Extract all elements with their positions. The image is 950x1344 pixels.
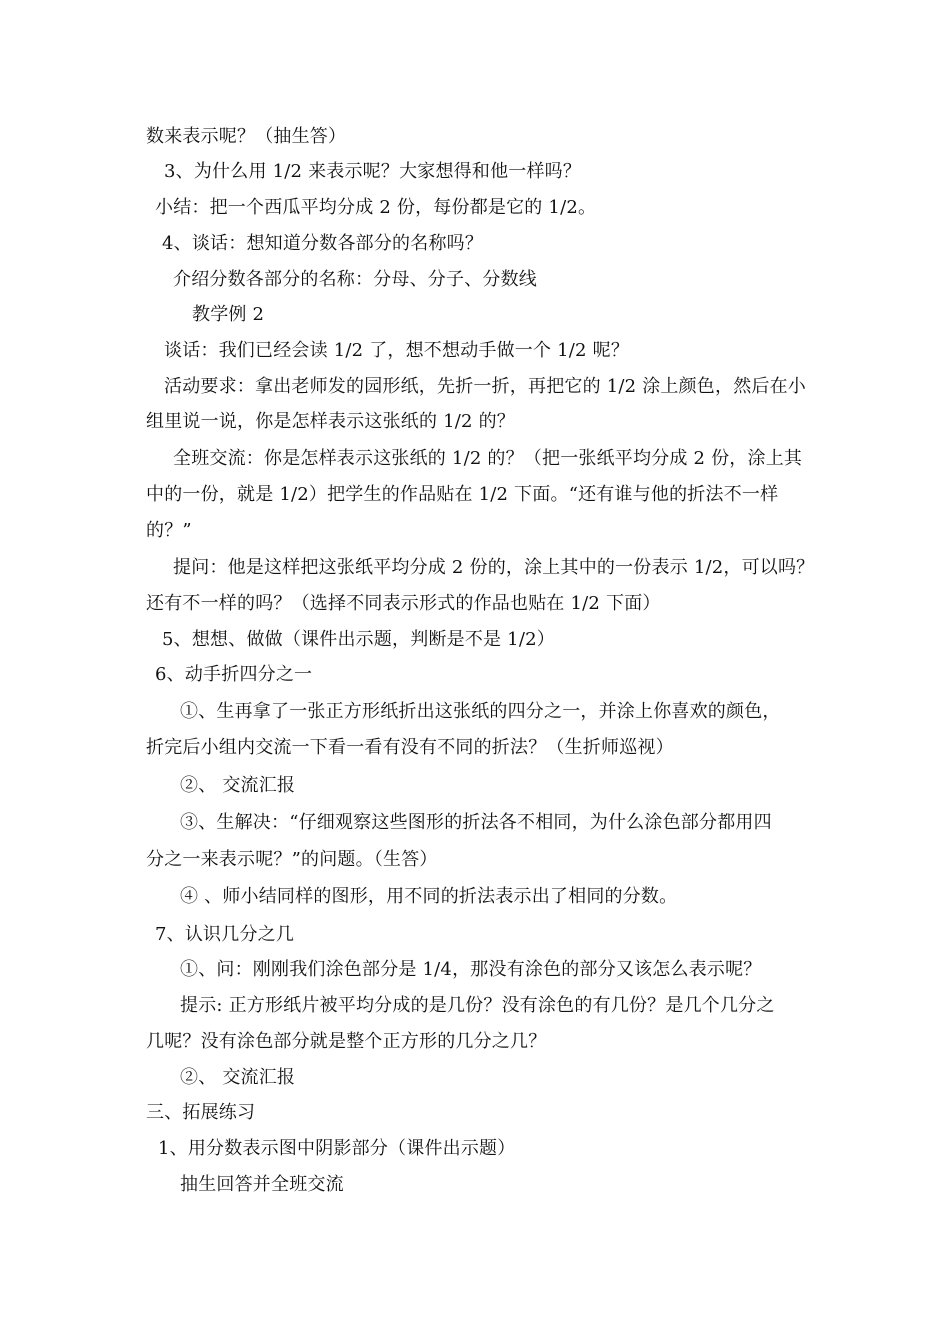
- text-line: 还有不一样的吗？（选择不同表示形式的作品也贴在 1/2 下面）: [146, 593, 661, 614]
- text-line: ①、生再拿了一张正方形纸折出这张纸的四分之一，并涂上你喜欢的颜色，: [180, 701, 781, 722]
- text-line: 抽生回答并全班交流: [180, 1174, 344, 1195]
- text-line: 7、认识几分之几: [155, 924, 295, 945]
- text-line: 数来表示呢？（抽生答）: [146, 126, 347, 147]
- text-line: ④ 、师小结同样的图形，用不同的折法表示出了相同的分数。: [180, 886, 678, 907]
- text-line: 5、想想、做做（课件出示题，判断是不是 1/2）: [162, 629, 555, 650]
- text-line: 几呢？没有涂色部分就是整个正方形的几分之几？: [146, 1031, 547, 1052]
- text-line: 介绍分数各部分的名称：分母、分子、分数线: [173, 269, 537, 290]
- text-line: 小结：把一个西瓜平均分成 2 份，每份都是它的 1/2。: [155, 197, 597, 218]
- text-line: 4、谈话：想知道分数各部分的名称吗？: [162, 233, 484, 254]
- text-line: 中的一份，就是 1/2）把学生的作品贴在 1/2 下面。“还有谁与他的折法不一样: [146, 484, 779, 505]
- text-line: 三、拓展练习: [146, 1102, 256, 1123]
- text-line: 提示: 正方形纸片被平均分成的是几份？没有涂色的有几份？是几个几分之: [180, 995, 775, 1016]
- text-line: 的？”: [146, 520, 192, 541]
- text-line: 3、为什么用 1/2 来表示呢？大家想得和他一样吗？: [164, 161, 582, 182]
- text-line: ③、生解决：“仔细观察这些图形的折法各不相同，为什么涂色部分都用四: [180, 812, 772, 833]
- text-line: 6、动手折四分之一: [155, 664, 313, 685]
- text-line: 组里说一说，你是怎样表示这张纸的 1/2 的？: [146, 411, 516, 432]
- text-line: 分之一来表示呢？”的问题。（生答）: [146, 849, 438, 870]
- text-line: 谈话：我们已经会读 1/2 了，想不想动手做一个 1/2 呢？: [164, 340, 630, 361]
- text-line: 教学例 2: [192, 304, 265, 325]
- text-line: 活动要求：拿出老师发的园形纸，先折一折，再把它的 1/2 涂上颜色，然后在小: [164, 376, 807, 397]
- text-line: ②、 交流汇报: [180, 775, 296, 796]
- text-line: 全班交流：你是怎样表示这张纸的 1/2 的？（把一张纸平均分成 2 份，涂上其: [173, 448, 803, 469]
- text-line: ①、问：刚刚我们涂色部分是 1/4，那没有涂色的部分又该怎么表示呢？: [180, 959, 762, 980]
- text-line: 提问：他是这样把这张纸平均分成 2 份的，涂上其中的一份表示 1/2，可以吗？: [173, 557, 815, 578]
- text-line: 1、用分数表示图中阴影部分（课件出示题）: [158, 1138, 516, 1159]
- text-line: ②、 交流汇报: [180, 1067, 296, 1088]
- text-line: 折完后小组内交流一下看一看有没有不同的折法？（生折师巡视）: [146, 737, 674, 758]
